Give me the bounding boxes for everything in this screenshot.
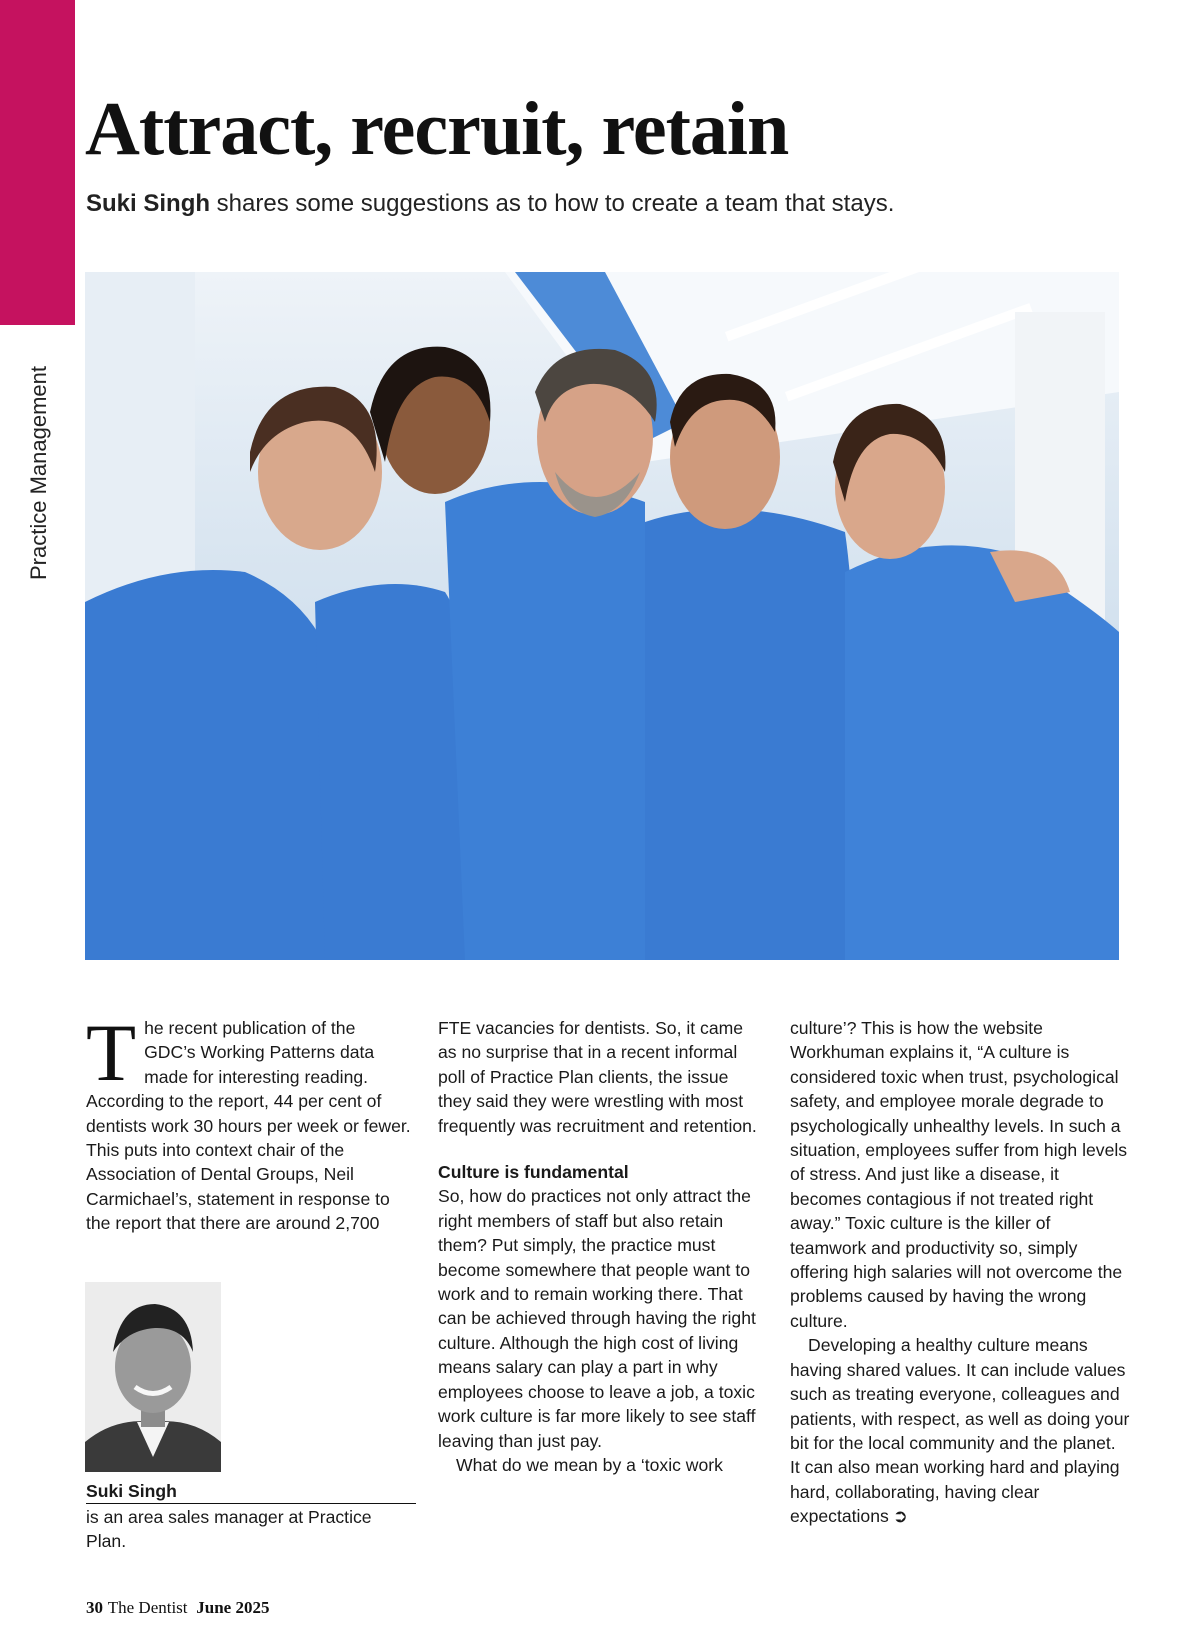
hero-photo [85,272,1119,960]
page-number: 30 [86,1598,103,1617]
column-1 [86,1007,411,1236]
standfirst-author: Suki Singh [86,190,211,217]
section-label: Practice Management [26,366,51,580]
paragraph [790,1333,1130,1528]
magazine-name: The Dentist [107,1598,188,1617]
paragraph: So, how do practices not only attract the right members of staff but also retain them? Put simply, the practice must become somewhere that people want to work and to remain working there. That can be achieved through having the right culture. Although the high cost of living means salary can play a part in why employees choose to leave a job, a toxic work culture is far more likely to see staff leaving than just pay. [438,1186,756,1451]
intro-paragraph [86,1007,411,1236]
article-standfirst [86,190,894,218]
author-bio: is an area sales manager at Practice Plan. [86,1507,372,1552]
paragraph: FTE vacancies for dentists. So, it came as no surprise that in a recent informal poll of Practice Plan clients, the issue they said they were wrestling with most frequently was recruitment and retention. [438,1018,757,1136]
column-3 [790,1016,1130,1529]
page-footer [86,1598,269,1618]
author-photo [85,1282,221,1472]
author-name: Suki Singh [86,1479,416,1504]
section-color-bar [0,0,75,325]
paragraph: culture’? This is how the website Workhuman explains it, “A culture is considered toxic when trust, psychological safety, and employee morale degrade to psychologically unhealthy levels. In such a situation, employees suffer from high levels of stress. And just like a disease, it becomes contagious if not treated right away.” Toxic culture is the killer of teamwork and productivity so, simply offering high salaries will not overcome the problems caused by having the wrong culture. [790,1018,1128,1331]
article-title: Attract, recruit, retain [85,87,789,171]
column-2 [438,1016,763,1477]
continue-arrow-icon: ➲ [892,1506,908,1527]
issue-date: June 2025 [196,1598,270,1617]
subheading: Culture is fundamental [438,1162,629,1183]
drop-cap: T [86,1007,137,1098]
paragraph: What do we mean by a ‘toxic work [456,1454,723,1475]
standfirst-text: shares some suggestions as to how to create a team that stays. [210,190,895,217]
intro-text: he recent publication of the GDC’s Working Patterns data made for interesting reading. According to the report, 44 per cent of dentists work 30 hours per week or fewer. This puts into context chair of the Association of Dental Groups, Neil Carmichael’s, statement in response to the report that there are around 2,700 [86,1018,411,1234]
paragraph-text: Developing a healthy culture means having shared values. It can include values such as treating everyone, colleagues and patients, with respect, as well as doing your bit for the local community and the planet. It can also mean working hard and playing hard, collaborating, having clear expectations [790,1335,1130,1527]
